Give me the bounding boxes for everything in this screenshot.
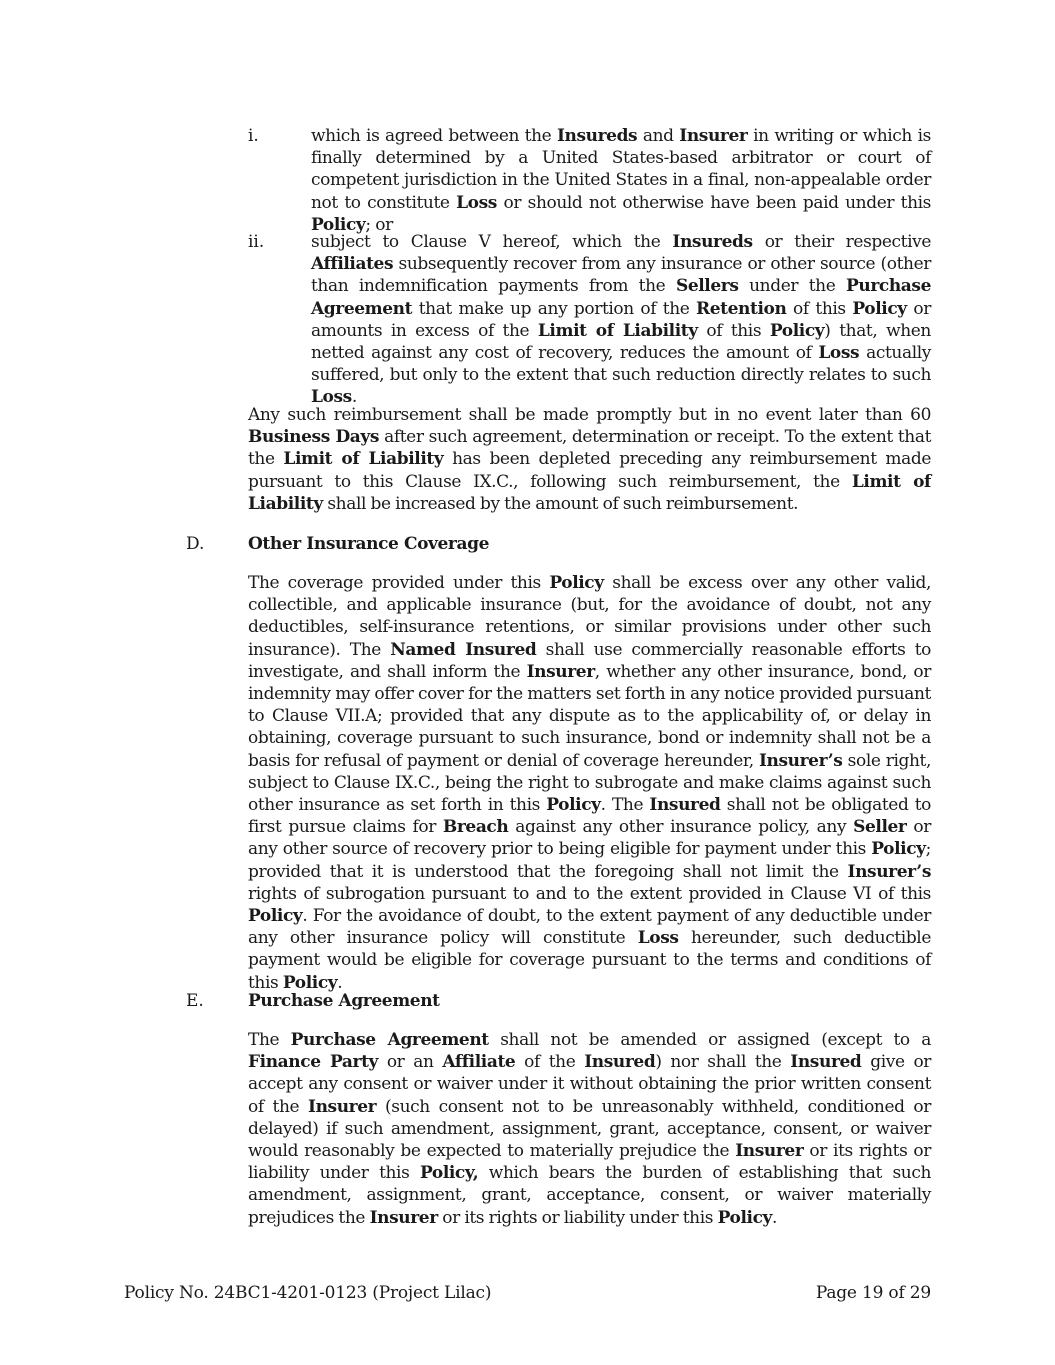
defined-term: Affiliate bbox=[442, 1052, 516, 1073]
defined-term: Policy bbox=[717, 1207, 773, 1228]
text-run: or should not otherwise have been paid under this bbox=[496, 192, 931, 213]
defined-term: Insured bbox=[790, 1052, 862, 1073]
defined-term: Policy bbox=[311, 214, 366, 235]
defined-term: Breach bbox=[442, 817, 509, 838]
defined-term: Policy bbox=[871, 839, 926, 860]
defined-term: Insured bbox=[649, 795, 721, 816]
defined-term: Loss bbox=[637, 928, 679, 949]
defined-term: Policy bbox=[549, 573, 604, 593]
text-run: , whether any other insurance, bond, or indemnity may offer cover for the matters set forth in any notice provided pursuant to Clause VII.A; provided that any dispute as to the applicability of, or delay in obtaining, coverage pursuant to such insurance, bond or indemnity shall not be a basis for refusal of payment or denial of coverage hereunder, bbox=[248, 661, 931, 771]
defined-term: Limit of Liability bbox=[248, 471, 931, 514]
defined-term: Insurer bbox=[369, 1207, 438, 1228]
defined-term: Policy bbox=[769, 320, 825, 341]
defined-term: Insurer’s bbox=[758, 750, 843, 771]
item-ii-text bbox=[311, 231, 931, 409]
text-run: that make up any portion of the bbox=[412, 298, 697, 319]
defined-term: Purchase Agreement bbox=[290, 1030, 489, 1050]
text-run: subject to Clause V hereof, which the bbox=[311, 232, 673, 252]
section-e-body bbox=[248, 1029, 931, 1229]
defined-term: Seller bbox=[853, 817, 907, 838]
defined-term: Policy bbox=[546, 795, 601, 816]
defined-term: Insurer bbox=[735, 1141, 804, 1162]
text-run: The coverage provided under this bbox=[248, 573, 550, 593]
text-run: which bears the burden of establishing that such amendment, assignment, grant, acceptance, consent, or waiver materially prejudices the bbox=[248, 1163, 932, 1228]
defined-term: Sellers bbox=[675, 276, 739, 297]
section-e-letter: E. bbox=[186, 991, 204, 1011]
text-run: subsequently recover from any insurance or other source (other than indemnification payments from the bbox=[311, 254, 931, 297]
defined-term: Limit of Liability bbox=[283, 449, 444, 470]
text-run: in writing or which is finally determined by a United States-based arbitrator or court of competent jurisdiction in the United States in a final, non-appealable order not to constitute bbox=[311, 126, 931, 213]
section-d-body bbox=[248, 572, 931, 994]
footer-policy-number: Policy No. 24BC1-4201-0123 (Project Lilac) bbox=[124, 1283, 492, 1303]
defined-term: Insureds bbox=[556, 126, 638, 146]
defined-term: Insureds bbox=[672, 232, 753, 252]
text-run: shall not be amended or assigned (except to a bbox=[488, 1030, 931, 1050]
footer-page-number: Page 19 of 29 bbox=[815, 1283, 931, 1303]
defined-term: Loss bbox=[818, 343, 860, 364]
item-marker-i: i. bbox=[248, 126, 259, 146]
text-run: after such agreement, determination or receipt. To the extent that the bbox=[248, 427, 932, 470]
text-run: . bbox=[772, 1207, 778, 1228]
text-run: actually suffered, but only to the extent that such reduction directly relates to such bbox=[311, 343, 931, 386]
text-run: . bbox=[351, 387, 357, 408]
text-run: ) that, when netted against any cost of recovery, reduces the amount of bbox=[311, 320, 931, 364]
text-run: hereunder, such deductible payment would be eligible for coverage pursuant to the terms and conditions of this bbox=[248, 928, 932, 993]
text-run: or its rights or liability under this bbox=[437, 1207, 718, 1228]
defined-term: Retention bbox=[696, 298, 787, 319]
text-run: or their respective bbox=[752, 232, 931, 252]
text-run: of this bbox=[786, 298, 853, 319]
text-run: . The bbox=[600, 795, 650, 816]
text-run: . For the avoidance of doubt, to the extent payment of any deductible under any other insurance policy will constitute bbox=[248, 906, 931, 949]
defined-term: Loss bbox=[456, 192, 497, 213]
text-run: which is agreed between the bbox=[311, 126, 557, 146]
text-run: or amounts in excess of the bbox=[311, 298, 931, 341]
section-d-heading: Other Insurance Coverage bbox=[248, 534, 490, 554]
defined-term: Policy bbox=[852, 298, 907, 319]
text-run: The bbox=[248, 1030, 291, 1050]
text-run: or any other source of recovery prior to being eligible for payment under this bbox=[248, 817, 931, 860]
defined-term: Insurer’s bbox=[847, 861, 931, 882]
section-e-heading: Purchase Agreement bbox=[248, 991, 440, 1011]
defined-term: Business Days bbox=[248, 427, 380, 448]
text-run: against any other insurance policy, any bbox=[508, 817, 854, 838]
text-run: shall use commercially reasonable efforts to investigate, and shall inform the bbox=[248, 639, 931, 682]
text-run: or an bbox=[378, 1052, 443, 1073]
text-run: has been depleted preceding any reimbursement made pursuant to this Clause IX.C., following such reimbursement, the bbox=[248, 449, 931, 492]
defined-term: Insurer bbox=[526, 661, 595, 682]
text-run: or its rights or liability under this bbox=[248, 1141, 931, 1184]
text-run: of this bbox=[697, 320, 770, 341]
text-run: sole right, subject to Clause IX.C., being the right to subrogate and make claims against such other insurance as set forth in this bbox=[248, 750, 931, 816]
defined-term: Loss bbox=[311, 387, 352, 408]
item-marker-ii: ii. bbox=[248, 232, 265, 252]
reimbursement-paragraph bbox=[248, 404, 931, 515]
defined-term: Policy bbox=[248, 906, 303, 927]
defined-term: Policy, bbox=[419, 1163, 479, 1184]
text-run: shall be increased by the amount of such reimbursement. bbox=[322, 493, 799, 514]
text-run: shall not be obligated to first pursue claims for bbox=[248, 795, 931, 838]
defined-term: Affiliates bbox=[311, 254, 394, 275]
text-run: give or accept any consent or waiver under it without obtaining the prior written consent of the bbox=[248, 1052, 932, 1117]
defined-term: Insurer bbox=[308, 1096, 377, 1117]
section-d-letter: D. bbox=[186, 534, 205, 554]
text-run: ; provided that it is understood that the foregoing shall not limit the bbox=[248, 839, 931, 882]
text-run: (such consent not to be unreasonably withheld, conditioned or delayed) if such amendment, assignment, grant, acceptance, consent, or waiver would reasonably be expected to materially prejudice the bbox=[248, 1096, 931, 1162]
text-run: of the bbox=[515, 1052, 585, 1073]
text-run: under the bbox=[738, 276, 846, 297]
defined-term: Purchase Agreement bbox=[311, 276, 931, 319]
text-run: shall be excess over any other valid, collectible, and applicable insurance (but, for the avoidance of doubt, not any deductibles, self-insurance retentions, or similar provisions under other such insurance). The bbox=[248, 573, 932, 660]
defined-term: Insurer bbox=[679, 126, 748, 146]
defined-term: Insured bbox=[584, 1052, 656, 1073]
text-run: . bbox=[337, 972, 343, 993]
text-run: rights of subrogation pursuant to and to the extent provided in Clause VI of this bbox=[248, 883, 931, 904]
defined-term: Finance Party bbox=[248, 1052, 379, 1073]
text-run: and bbox=[637, 126, 680, 146]
item-i-text bbox=[311, 125, 931, 236]
text-run: Any such reimbursement shall be made promptly but in no event later than 60 bbox=[248, 405, 931, 425]
defined-term: Policy bbox=[282, 972, 338, 993]
text-run: ) nor shall the bbox=[655, 1052, 791, 1073]
defined-term: Named Insured bbox=[390, 639, 537, 660]
defined-term: Limit of Liability bbox=[537, 320, 698, 341]
text-run: ; or bbox=[365, 214, 393, 235]
